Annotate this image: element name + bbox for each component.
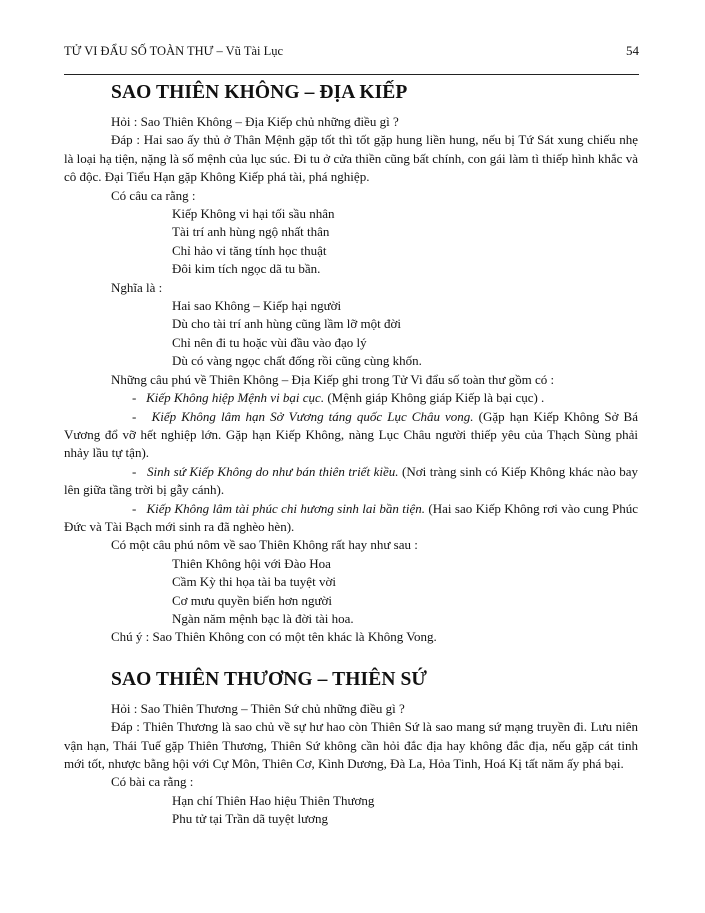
page-header	[64, 40, 639, 75]
meaning-intro: Nghĩa là :	[111, 279, 163, 295]
section-heading: SAO THIÊN KHÔNG – ĐỊA KIẾP	[111, 82, 408, 103]
page-content	[64, 78, 638, 829]
verse-intro: Có câu ca rằng :	[111, 187, 196, 203]
verse-line: Tài trí anh hùng ngộ nhất thân	[172, 224, 330, 240]
verse-line: Kiếp Không vi hại tối sầu nhân	[172, 206, 335, 222]
question: Hỏi : Sao Thiên Thương – Thiên Sứ chủ những điều gì ?	[111, 700, 405, 716]
answer: Đáp : Hai sao ấy thủ ở Thân Mệnh gặp tốt thì tốt gặp hung liền hung, nếu bị Tứ Sát xung chiếu nhẹ là loại hạ tiện, nặng là số mệnh của lục súc. Đi tu ở cửa thiền cũng bất chính, con gái làm tì thiếp hình khắc và cô độc. Đại Tiểu Hạn gặp Không Kiếp phá tài, phá nghiệp.	[64, 132, 638, 185]
page-number: 54	[626, 43, 639, 58]
meaning-line: Dù cho tài trí anh hùng cũng lầm lỡ một đời	[172, 316, 401, 332]
meaning-line: Hai sao Không – Kiếp hại người	[172, 298, 342, 314]
answer: Đáp : Thiên Thương là sao chủ về sự hư hao còn Thiên Sứ là sao mang sứ mạng truyền đi. Lưu niên vận hạn, Thái Tuế gặp Thiên Thương, Thiên Sứ không cần hỏi đắc địa hay không đắc địa, nếu gặp cát tinh mới tốt, nhược bằng hội với Cự Môn, Thiên Cơ, Kình Dương, Đà La, Hỏa Tinh, Hoá Kị tất năm ấy phá bại.	[64, 719, 638, 771]
section-heading: SAO THIÊN THƯƠNG – THIÊN SỨ	[111, 668, 428, 690]
nom-line: Thiên Không hội với Đào Hoa	[172, 555, 331, 571]
nom-line: Cầm Kỳ thi họa tài ba tuyệt vời	[172, 574, 336, 590]
note: Chú ý : Sao Thiên Không con có một tên khác là Không Vong.	[111, 629, 437, 645]
verse-intro: Có bài ca rằng :	[111, 774, 194, 790]
nom-line: Ngàn năm mệnh bạc là đời tài hoa.	[172, 610, 354, 626]
phu-item: - Kiếp Không lâm tài phúc chi hương sinh lai bần tiện. (Hai sao Kiếp Không rơi vào cung Phúc Đức và Tài Bạch mới sinh ra đã nghèo hèn).	[64, 500, 638, 534]
phu-item: - Kiếp Không hiệp Mệnh vi bại cục. (Mệnh giáp Không giáp Kiếp là bại cục) .	[132, 390, 545, 406]
phu-item: - Kiếp Không lâm hạn Sở Vương táng quốc Lục Châu vong. (Gặp hạn Kiếp Không Sở Bá Vương đổ vỡ hết nghiệp lớn. Gặp hạn Kiếp Không, nàng Lục Châu người thiếp yêu của Thạch Sùng phải nhảy lầu tự tận).	[64, 408, 638, 461]
verse-line: Chỉ hảo vi tăng tính học thuật	[172, 242, 327, 258]
question: Hỏi : Sao Thiên Không – Địa Kiếp chủ những điều gì ?	[111, 114, 399, 129]
verse-line: Phu tử tại Trần dã tuyệt lương	[172, 811, 329, 827]
nom-line: Cơ mưu quyền biến hơn người	[172, 592, 333, 608]
phu-intro: Những câu phú về Thiên Không – Địa Kiếp ghi trong Tử Vi đẩu số toàn thư gồm có :	[111, 371, 555, 387]
phu-item: - Sinh sứ Kiếp Không do như bán thiên triết kiều. (Nơi tràng sinh có Kiếp Không khác nào bay lên giữa tầng trời bị gẫy cánh).	[64, 463, 639, 498]
verse-line: Hạn chí Thiên Hao hiệu Thiên Thương	[172, 792, 375, 808]
book-title: TỬ VI ĐẨU SỐ TOÀN THƯ – Vũ Tài Lục	[64, 44, 284, 58]
nom-intro: Có một câu phú nôm về sao Thiên Không rất hay như sau :	[111, 537, 418, 553]
verse-line: Đôi kim tích ngọc dã tu bần.	[172, 261, 321, 277]
meaning-line: Dù có vàng ngọc chất đống rồi cũng cùng khốn.	[172, 353, 422, 369]
meaning-line: Chỉ nên đi tu hoặc vùi đầu vào đạo lý	[172, 334, 367, 350]
